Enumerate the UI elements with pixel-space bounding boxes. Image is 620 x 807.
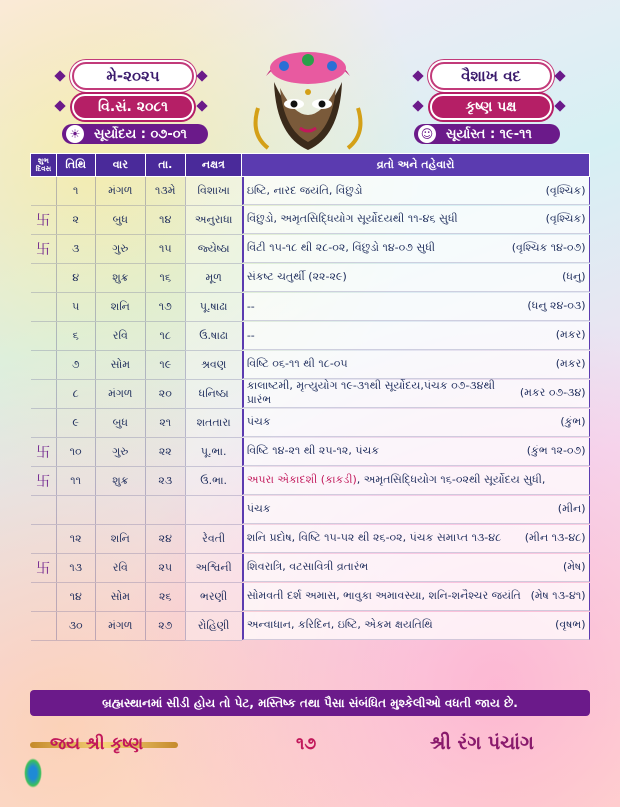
events-text: -- [246,299,255,313]
sunrise-text: સૂર્યોદય : ૦૭-૦૧ [94,126,187,142]
shubh-day-cell: 卐 [31,206,57,235]
ekadashi-highlight: અપરા એકાદશી (કાકડી) [246,473,357,486]
table-row [31,235,590,264]
tithi-cell: ૧૨ [56,525,95,554]
tithi-cell: ૨ [56,206,95,235]
tithi-cell: ૯ [56,409,95,438]
shubh-day-cell [31,409,57,438]
var-cell: શુક્ર [95,264,146,293]
sunrise-bar [62,124,208,144]
events-cell [242,583,590,611]
date-cell: ૧૩મે [146,177,185,206]
shubh-day-cell: 卐 [31,554,57,583]
tithi-cell: ૭ [56,351,95,380]
table-row [31,351,590,380]
tithi-cell: ૧ [56,177,95,206]
events-text: શનિ પ્રદોષ, વિષ્ટિ ૧૫-૫૨ થી ૨૬-૦૨, પંચક સમાપ્ત ૧૩-૪૮ [246,531,502,544]
shubh-day-cell: 卐 [31,235,57,264]
var-cell: મંગળ [95,612,146,641]
shubh-day-cell [31,525,57,554]
tithi-cell: ૧૧ [56,467,95,496]
events-text-group [247,531,501,545]
var-cell: શનિ [95,525,146,554]
rashi-text: (ધનુ ૨૪-૦૩) [527,299,586,312]
date-cell: ૧૯ [146,351,185,380]
sunset-bar [414,124,560,144]
events-text: વિષ્ટિ ૦૬-૧૧ થી ૧૮-૦૫ [246,357,348,370]
shubh-day-cell [31,177,57,206]
events-text-group [247,618,433,632]
events-text: વિષ્ટિ ૧૪-૨૧ થી ૨૫-૧૨, પંચક [246,444,380,457]
rashi-text: (મકર) [555,328,586,341]
events-text: વિંટી ૧૫-૧૮ થી ૨૮-૦૨, વિંછુડો ૧૪-૦૭ સુધી [246,241,436,254]
shubh-day-cell [31,322,57,351]
tithi-cell: ૪ [56,264,95,293]
events-text: પંચક [246,502,271,515]
events-text: અન્વાધાન, કરિદિન, ઇષ્ટિ, એકમ ક્ષયતિથિ [246,618,433,631]
events-text: વિંછુડો, અમૃતસિદ્ધિયોગ સૂર્યોદયથી ૧૧-૪૬ સુધી [246,212,458,225]
var-cell: સોમ [95,351,146,380]
table-row [31,438,590,467]
table-row [31,612,590,641]
rashi-text: (વૃષભ) [555,618,586,631]
rashi-text: (કુંભ ૧૨-૦૭) [526,444,586,457]
samvat-label: વિ.સં. ૨૦૮૧ [72,94,194,120]
page-number: ૧૭ [296,734,317,754]
events-text-group [247,473,546,487]
nakshatra-cell: વિશાખા [185,177,242,206]
table-row [31,583,590,612]
events-text-group [247,212,458,226]
events-text-group [247,589,521,603]
nakshatra-cell: પૂ.ષાઢા [185,293,242,322]
shubh-day-cell [31,264,57,293]
events-text: શિવરાત્રિ, વટસાવિત્રી વ્રતારંભ [246,560,369,573]
tithi-cell: ૧૩ [56,554,95,583]
nakshatra-cell: શતતારા [185,409,242,438]
nakshatra-cell: જ્યેષ્ઠા [185,235,242,264]
events-cell [242,438,590,466]
date-cell: ૧૭ [146,293,185,322]
var-cell: શનિ [95,293,146,322]
sunset-text: સૂર્યાસ્ત : ૧૯-૧૧ [446,126,532,142]
rashi-text: (વૃશ્ચિક ૧૪-૦૭) [511,241,586,254]
table-row [31,554,590,583]
shubh-day-cell [31,351,57,380]
shubh-day-cell [31,612,57,641]
nakshatra-cell: ઉ.ભા. [185,467,242,496]
events-cell [242,206,590,234]
rashi-text: (કુંભ) [560,415,586,428]
var-cell: મંગળ [95,177,146,206]
events-cell [242,496,590,524]
date-cell: ૨૬ [146,583,185,612]
shubh-day-cell [31,380,57,409]
events-text-group [247,300,255,313]
events-cell [242,525,590,553]
events-cell [242,177,590,205]
var-cell: રવિ [95,554,146,583]
panchang-table [30,153,590,641]
header-nakshatra: નક્ષત્ર [185,154,242,177]
date-cell: ૨૨ [146,438,185,467]
tithi-cell: ૮ [56,380,95,409]
events-cell [242,467,590,495]
events-text: -- [246,328,255,342]
header-events: વ્રતો અને તહેવારો [242,154,590,177]
date-cell: ૧૪ [146,206,185,235]
events-text: સંકષ્ટ ચતુર્થી (૨૨-૨૯) [246,270,347,283]
rashi-text: (ધનુ) [562,270,586,283]
events-cell [242,264,590,292]
events-text-group [247,560,368,574]
events-text-group [247,444,379,458]
events-text-group [247,379,520,407]
var-cell: બુધ [95,409,146,438]
rashi-text: (મેષ) [563,560,586,573]
table-row [31,322,590,351]
events-cell [242,351,590,379]
nakshatra-cell: અનુરાધા [185,206,242,235]
decor-diamond [54,70,65,81]
header-tithi: તિથિ [56,154,95,177]
nakshatra-cell [185,496,242,525]
events-text-group [247,184,363,198]
sunset-icon: ☺ [418,125,436,143]
events-cell [242,409,590,437]
var-cell: બુધ [95,206,146,235]
shrinathji-illustration [244,38,372,156]
events-text-group [247,502,271,516]
table-row [31,177,590,206]
var-cell: ગુરુ [95,438,146,467]
tithi-cell: ૫ [56,293,95,322]
events-cell [242,612,590,640]
tithi-cell: ૩ [56,235,95,264]
footer-title: શ્રી રંગ પંચાંગ [430,732,534,754]
nakshatra-cell: અશ્વિની [185,554,242,583]
nakshatra-cell: શ્રવણ [185,351,242,380]
date-cell: ૨૧ [146,409,185,438]
peacock-feather-icon [24,758,42,788]
tithi-cell: ૩૦ [56,612,95,641]
shubh-day-cell [31,583,57,612]
nakshatra-cell: મૂળ [185,264,242,293]
var-cell: ગુરુ [95,235,146,264]
rashi-text: (મકર ૦૭-૩૪) [519,386,586,399]
header-ta: તા. [146,154,185,177]
nakshatra-cell: પૂ.ભા. [185,438,242,467]
footer-greeting: જય શ્રી કૃષ્ણ [50,734,144,754]
shubh-day-cell: 卐 [31,467,57,496]
header-shubh: શુભ દિવસ [31,154,57,177]
table-row [31,293,590,322]
tithi-cell: ૧૪ [56,583,95,612]
table-row [31,206,590,235]
date-cell [146,496,185,525]
nakshatra-cell: ઉ.ષાઢા [185,322,242,351]
tithi-cell: ૧૦ [56,438,95,467]
table-header-row [31,154,590,177]
shubh-day-cell [31,496,57,525]
events-text-group [247,241,435,255]
events-cell [242,554,590,582]
month-paksh-label: વૈશાખ વદ [430,62,552,90]
table-row [31,380,590,409]
decor-diamond [554,100,565,111]
table-row [31,525,590,554]
nakshatra-cell: રોહિણી [185,612,242,641]
var-cell [95,496,146,525]
events-text: કાલાષ્ટમી, મૃત્યુયોગ ૧૯-૩૧થી સૂર્યોદય,પંચક ૦૭-૩૪થી પ્રારંભ [246,379,496,406]
date-cell: ૨૦ [146,380,185,409]
header-var: વાર [95,154,146,177]
events-text-group [247,329,255,342]
date-cell: ૨૫ [146,554,185,583]
table-row [31,467,590,496]
var-cell: શુક્ર [95,467,146,496]
table-row [31,496,590,525]
events-cell [242,380,590,408]
var-cell: સોમ [95,583,146,612]
date-cell: ૨૩ [146,467,185,496]
events-text-group [247,357,348,371]
decor-diamond [54,100,65,111]
shubh-day-cell: 卐 [31,438,57,467]
month-label: મે-૨૦૨૫ [72,62,194,90]
decor-diamond [554,70,565,81]
rashi-text: (મીન ૧૩-૪૮) [524,531,586,544]
decor-diamond [412,100,423,111]
nakshatra-cell: રેવતી [185,525,242,554]
table-body [31,177,590,641]
nakshatra-cell: ભરણી [185,583,242,612]
rashi-text: (મકર) [555,357,586,370]
decor-diamond [196,70,207,81]
events-cell [242,322,590,350]
date-cell: ૨૭ [146,612,185,641]
date-cell: ૧૮ [146,322,185,351]
rashi-text: (વૃશ્ચિક) [545,212,586,225]
rashi-text: (મેષ ૧૩-૪૧) [530,589,586,602]
events-cell [242,235,590,263]
shubh-day-cell [31,293,57,322]
paksh-label: કૃષ્ણ પક્ષ [430,94,552,120]
var-cell: રવિ [95,322,146,351]
table-row [31,409,590,438]
vastu-notice: બ્રહ્મસ્થાનમાં સીડી હોય તો પેટ, મસ્તિષ્ક તથા પૈસા સંબંધિત મુશ્કેલીઓ વધતી જાય છે. [30,690,590,716]
events-text: , અમૃતસિદ્ધિયોગ ૧૬-૦૨થી સૂર્યોદય સુધી, [356,473,546,486]
date-cell: ૨૪ [146,525,185,554]
decor-diamond [412,70,423,81]
events-cell [242,293,590,321]
events-text: પંચક [246,415,271,428]
events-text-group [247,270,347,284]
events-text: ઇષ્ટિ, નારદ જયંતિ, વિંછુડો [246,183,363,197]
nakshatra-cell: ધનિષ્ઠા [185,380,242,409]
tithi-cell: ૬ [56,322,95,351]
decor-diamond [196,100,207,111]
sun-icon: ☀ [66,125,84,143]
date-cell: ૧૫ [146,235,185,264]
events-text: સોમવતી દર્શ અમાસ, ભાવુકા અમાવસ્યા, શનિ-શનૈશ્ચર જયંતિ [246,589,521,602]
rashi-text: (મીન) [557,502,586,515]
tithi-cell [56,496,95,525]
date-cell: ૧૬ [146,264,185,293]
events-text-group [247,415,271,429]
var-cell: મંગળ [95,380,146,409]
table-row [31,264,590,293]
rashi-text: (વૃશ્ચિક) [545,183,586,197]
